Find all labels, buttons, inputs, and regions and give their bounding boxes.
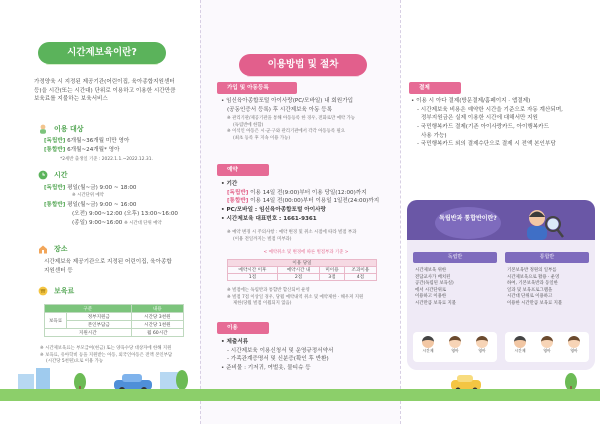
panel-how-to-use bbox=[200, 0, 400, 424]
penalty-val: 1점 bbox=[228, 274, 278, 281]
question-text: 독립반과 통합반이란? bbox=[439, 215, 497, 222]
integrated-line: 일과 및 보육프로그램을 bbox=[507, 287, 553, 293]
penalty-notes bbox=[227, 288, 399, 308]
target-tag: [통합반] bbox=[44, 146, 66, 153]
join-text bbox=[221, 97, 393, 114]
fee-col-header: 내용 bbox=[131, 305, 183, 313]
fee-col-header: 구분 bbox=[45, 305, 132, 313]
penalty-header: 이용 당일 bbox=[228, 260, 377, 267]
penalty-note: ※ 벌점 7점 이상일 경우, 당월 예약내역 취소 및 예약제한 · 해우져 지원 bbox=[227, 294, 364, 300]
join-notes bbox=[227, 116, 397, 142]
independent-line: 에서 시간단위로 bbox=[415, 287, 447, 293]
fee-heading: 보육료 bbox=[54, 287, 75, 295]
target-note: *2세반 출생일 기준 : 2022.1.1.~2022.12.31. bbox=[60, 157, 153, 162]
svg-text:₩: ₩ bbox=[40, 289, 46, 295]
integrated-class-text bbox=[507, 268, 593, 308]
fee-note: ※ 보육료, 유아학비 등을 지원받는 아동, 외국인아동은 전액 본인부담 bbox=[40, 352, 173, 358]
intro-line: 보육료를 지불하는 보육서비스 bbox=[34, 96, 108, 103]
integrated-line: 기본보육반 정원의 일부를 bbox=[507, 268, 557, 273]
integrated-avatars bbox=[505, 332, 589, 362]
independent-class-title: 독립반 bbox=[413, 252, 497, 263]
avatar: 영아 bbox=[536, 336, 558, 354]
intro-text bbox=[34, 78, 194, 104]
fee-table bbox=[44, 304, 184, 337]
independent-line: 시간제보육 위한 bbox=[415, 268, 447, 273]
penalty-val: 2점 bbox=[277, 274, 319, 281]
time-tag: [독립반] bbox=[44, 185, 66, 191]
place-text bbox=[44, 258, 194, 275]
time-heading: 시간 bbox=[54, 171, 68, 179]
penalty-val: 3점 bbox=[320, 274, 345, 281]
use-prep: - 가족관계증명서 및 신분증(확인 후 반환) bbox=[227, 356, 329, 363]
penalty-col: 조과이용 bbox=[344, 267, 376, 274]
time-lines bbox=[44, 184, 196, 227]
intro-line: 등)을 시간(또는 시간대) 단위로 이용하고 이용한 시간만큼 bbox=[34, 87, 176, 94]
avatar: 영아 bbox=[471, 336, 493, 354]
independent-line: 전담교사가 배치된 bbox=[415, 274, 451, 280]
reserve-note: (이용 전일까지는 벌점 미부과) bbox=[233, 236, 292, 242]
pay-heading: 결제 bbox=[409, 82, 461, 94]
ground-strip bbox=[0, 389, 600, 401]
reserve-value: 이용 14일 전(9:00)부터 이용 당일(12:00)까지 bbox=[250, 189, 367, 196]
independent-class-text bbox=[415, 268, 497, 308]
panel2-title: 이용방법 및 절차 bbox=[239, 54, 367, 76]
reserve-pc: • PC/모바일 : 임신육아종합포털 아이사랑 bbox=[221, 206, 326, 213]
join-note: ※ 관리기관/제공기관을 통해 아동등록 한 경우, 전화로만 예약 가능 bbox=[227, 116, 355, 121]
penalty-col: 예약시간 내 bbox=[277, 267, 319, 274]
time-value: 평일(월~금) 9:00 ~ 18:00 bbox=[67, 185, 137, 191]
penalty-col: 미이용 bbox=[320, 267, 345, 274]
clock-icon bbox=[38, 170, 48, 180]
fee-group: 보육료 bbox=[45, 313, 67, 329]
fee-note: ※ 시간제보육료는 부모급여(현금) 또는 양육수당 대상자에 한해 지원 bbox=[40, 346, 172, 351]
join-heading: 가입 및 아동등록 bbox=[217, 82, 297, 94]
question-bubble bbox=[435, 207, 501, 239]
place-line: 지원센터 등 bbox=[44, 267, 73, 274]
penalty-col: 예약시간 이후 bbox=[228, 267, 278, 274]
integrated-line: 이용한 시간만큼 보육료 지불 bbox=[507, 301, 563, 307]
penalty-table bbox=[227, 259, 377, 281]
target-value: 6개월~36개월 미만 영아 bbox=[67, 138, 130, 144]
time-note: ※ 시간단위 예약 bbox=[72, 192, 104, 198]
fee-note: (시간당 5천원)으로 이용 가능 bbox=[46, 359, 104, 365]
use-items: • 준비물 : 기저귀, 여벌옷, 물티슈 등 bbox=[221, 364, 311, 371]
pay-line: - 국민행복카드 외의 결제수단으로 결제 시 전액 본인부담 bbox=[417, 141, 556, 148]
independent-avatars bbox=[413, 332, 497, 362]
cancel-title: < 예약취소 및 변경에 따른 벌점부과 기준 > bbox=[263, 250, 349, 255]
pay-line: - 시간제보육 비용은 예약한 시간을 기준으로 자동 계산되며, bbox=[417, 106, 563, 113]
join-line: • 임신육아종합포털 아이사랑(PC/모바일) 내 회원가입 bbox=[221, 98, 354, 104]
reserve-heading: 예약 bbox=[217, 164, 269, 176]
target-heading: 이용 대상 bbox=[54, 125, 84, 133]
place-line: 시간제보육 제공기관으로 지정된 어린이집, 육아종합 bbox=[44, 259, 172, 265]
penalty-note: 제한(당월 벌점 이월되지 않음) bbox=[233, 301, 292, 307]
fee-notes bbox=[40, 346, 198, 366]
reserve-value: 이용 14일 전(00:00)부터 이용일 1일전(24:00)까지 bbox=[250, 198, 380, 205]
intro-line: 가정양육 시 지정된 제공기관(어린이집, 육아종합지원센터 bbox=[34, 79, 175, 85]
time-tag: [통합반] bbox=[44, 202, 66, 209]
reserve-period-label: • 기간 bbox=[221, 181, 238, 187]
integrated-line: 시간제보육으로 활용 · 운영 bbox=[507, 274, 560, 280]
reserve-notes bbox=[227, 230, 397, 243]
person-magnifier-icon bbox=[521, 206, 565, 240]
join-note: (독립반에 한함) bbox=[233, 122, 264, 128]
fee-label: 지원시간 bbox=[45, 329, 132, 337]
join-note: (최초 등록 후 지속 이용 가능) bbox=[233, 135, 291, 141]
use-heading: 이용 bbox=[217, 322, 269, 334]
use-prep: - 시간제보육 이용신청서 및 운영규정서약서 bbox=[227, 347, 334, 354]
panel-what-is-hourly-care bbox=[0, 0, 200, 424]
avatar: 시간제 bbox=[509, 336, 531, 354]
building-icon bbox=[38, 244, 48, 254]
fee-value: 월 60시간 bbox=[131, 329, 183, 337]
independent-line: 이용하고 이용한 bbox=[415, 294, 447, 300]
fee-label: 본인부담금 bbox=[67, 321, 132, 329]
pay-line: • 이용 시 아다 결제(방문결제/홈페이지 · 앱결제) bbox=[411, 98, 531, 104]
baby-icon bbox=[38, 124, 48, 134]
penalty-val: 4점 bbox=[344, 274, 376, 281]
independent-line: 시간만큼 보육료 지불 bbox=[415, 301, 456, 307]
pay-line: - 국민행복카드 결제(기존 아이사랑카드, 아이행복카드 bbox=[417, 123, 549, 130]
time-note: ※ 시간대 단위 예약 bbox=[124, 220, 162, 226]
avatar: 영아 bbox=[444, 336, 466, 354]
avatar: 영아 bbox=[563, 336, 585, 354]
target-lines bbox=[44, 137, 194, 154]
join-line: (공동인증서 등록) 후 시간제보육 아동 등록 bbox=[227, 106, 333, 113]
panel1-title: 시간제보육이란? bbox=[38, 42, 166, 64]
place-heading: 장소 bbox=[54, 245, 68, 253]
join-note: ※ 이석인 아동은 시·군·구와 관리기관에서 각각 아동등록 필요 bbox=[227, 129, 346, 135]
avatar: 시간제 bbox=[417, 336, 439, 354]
coin-icon bbox=[38, 286, 48, 296]
target-tag: [독립반] bbox=[44, 138, 66, 144]
pay-line: 사용 가능) bbox=[421, 132, 447, 139]
time-value: (종일) 9:00~16:00 bbox=[72, 219, 123, 226]
integrated-line: 시간대 단위로 이용하고 bbox=[507, 294, 553, 300]
time-value: (오전) 9:00~12:00 (오후) 13:00~16:00 bbox=[72, 210, 178, 217]
fee-label: 정부지원금 bbox=[67, 313, 132, 321]
pay-line: 정부지원금은 실제 이용한 시간에 대해서만 지원 bbox=[421, 115, 538, 122]
panel-payment bbox=[400, 0, 600, 424]
time-value: 평일(월~금) 9:00 ~ 16:00 bbox=[67, 202, 137, 209]
integrated-line: 하여, 기본보육반과 동일한 bbox=[507, 281, 558, 287]
fee-value: 시간당 3천원 bbox=[131, 313, 183, 321]
pay-text bbox=[411, 97, 597, 149]
reserve-text bbox=[221, 180, 397, 223]
reserve-note: ※ 예약 변경 시 주의사항 : 예약 변경 및 취소 시점에 따라 벌점 부과 bbox=[227, 230, 357, 235]
use-text bbox=[221, 338, 393, 373]
penalty-note: ※ 벌점에는 독립반과 통합반 합산되어 운영 bbox=[227, 288, 310, 293]
reserve-tag: [독립반] bbox=[227, 189, 249, 196]
use-prep-label: • 제출서류 bbox=[221, 339, 249, 345]
integrated-class-title: 통합반 bbox=[505, 252, 589, 263]
independent-line: 공간(독립된 보육실) bbox=[415, 281, 454, 287]
target-value: 6개월~24개월* 영아 bbox=[67, 146, 120, 153]
fee-value: 시간당 1천원 bbox=[131, 321, 183, 329]
reserve-tag: [통합반] bbox=[227, 198, 249, 205]
reserve-phone: • 시간제보육 대표번호 : 1661-9361 bbox=[221, 215, 317, 222]
